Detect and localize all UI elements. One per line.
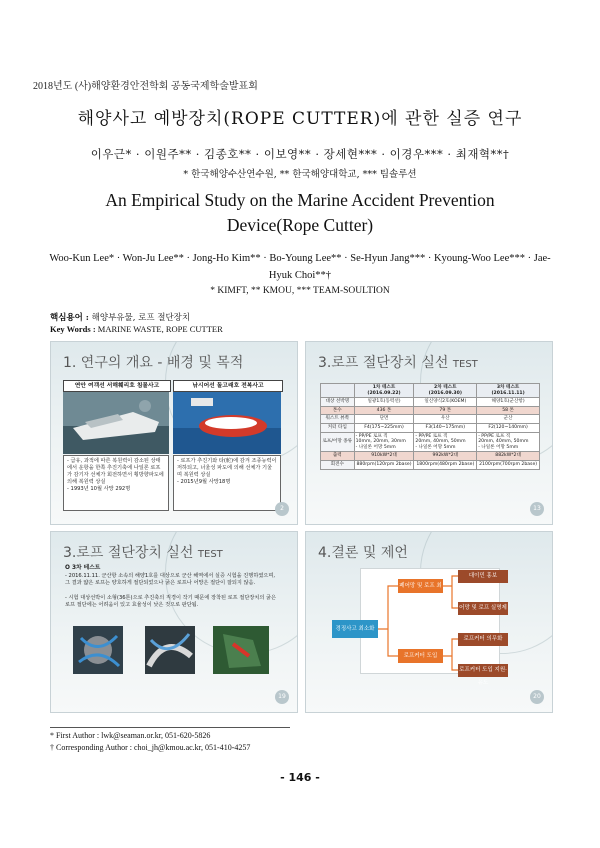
table-cell: 출력: [321, 452, 355, 461]
slide-title-main: 3.로프 절단장치 실선: [318, 355, 449, 371]
table-cell: 2100rpm(700rpm 2base): [477, 460, 540, 469]
flow-leaf-support: 로프커터 도입 지원·유도: [458, 664, 508, 677]
slide-test-table: [305, 341, 553, 525]
table-header-cell: 2차 테스트 (2016.09.30): [414, 384, 477, 398]
korean-keywords: [50, 311, 190, 323]
test-results-table: [320, 383, 540, 470]
table-cell: 커터 타입: [321, 423, 355, 432]
rope-cutter-photo-1: [73, 626, 123, 674]
conference-header: 2018년도 (사)해양환경안전학회 공동국제학술발표회: [33, 81, 258, 92]
korean-keywords-value: 해양부유물, 로프 절단장치: [91, 313, 191, 323]
table-cell: 일광1호(동력선): [354, 398, 414, 407]
table-header-cell: 1차 테스트 (2016.09.22): [354, 384, 414, 398]
slide-conclusion: [305, 531, 553, 713]
table-row: [321, 460, 540, 469]
footnote-first-author: * First Author : lwk@seaman.or.kr, 051-620-5826: [50, 731, 211, 740]
table-cell: 992kW*2대: [414, 452, 477, 461]
rope-cutter-photo-2: [145, 626, 195, 674]
flow-leaf-mandatory: 로프커터 의무화: [458, 633, 508, 646]
slide-title: [318, 352, 478, 372]
flow-node-waste-reduction: 폐어망 및 로프 최소화: [398, 579, 443, 593]
flow-root-node: 경징사고 최소화: [332, 620, 378, 638]
slide-title-suffix: TEST: [197, 549, 223, 560]
footnote-divider: [50, 727, 290, 728]
right-photo-header: 낚시어선 돌고래호 전복사고: [173, 380, 283, 392]
table-cell: - PP/PE 로프 직 20mm, 40mm, 50mm - 나일론 어망 5mm: [477, 432, 540, 452]
korean-title: 해양사고 예방장치(ROPE CUTTER)에 관한 실증 연구: [77, 109, 523, 129]
table-cell: 로프/어망 종류: [321, 432, 355, 452]
rope-cutter-photo-3: [213, 626, 269, 674]
slide-title: [63, 542, 223, 562]
ferry-sinking-photo: [63, 392, 169, 454]
test-bullet-1: - 2016.11.11. 군산항 소속의 해양1호를 대상으로 군산 해역에서 실증 시험을 진행하였으며, 그 결과 얇은 로프는 양호하게 절단되었으나 굵은 로프나 어망은 절단이 잘되지 않음.: [65, 573, 276, 586]
slide-page-number: 20: [530, 690, 544, 704]
flow-leaf-promotion: 대이민 홍보: [458, 570, 508, 583]
slide-page-number: 13: [530, 502, 544, 516]
english-authors: Woo-Kun Lee* · Won-Ju Lee** · Jong-Ho Kim** · Bo-Young Lee** · Se-Hyun Jang*** · Kyoung-Woo Lee*** · Jae-Hyuk Choi**†: [49, 253, 551, 281]
fishing-boat-capsized-photo: [173, 392, 281, 454]
table-cell: 1800rpm(480rpm 2base): [414, 460, 477, 469]
slide-background-purpose: [50, 341, 298, 525]
table-cell: 톤수: [321, 406, 355, 415]
page-number: - 146 -: [280, 771, 320, 784]
test-subheading: O 3차 테스트: [65, 565, 101, 571]
slide-page-number: 2: [275, 502, 289, 516]
table-cell: F3(140~175mm): [414, 423, 477, 432]
table-cell: 58 톤: [477, 406, 540, 415]
table-header-cell: [321, 384, 355, 398]
english-keywords-value: MARINE WASTE, ROPE CUTTER: [97, 324, 223, 334]
table-cell: 882kW*2대: [477, 452, 540, 461]
table-cell: 880rpm(120rpm 2base): [354, 460, 414, 469]
english-affiliations: * KIMFT, ** KMOU, *** TEAM-SOULTION: [210, 286, 390, 296]
table-cell: 436 톤: [354, 406, 414, 415]
table-header-cell: 3차 테스트 (2016.11.11): [477, 384, 540, 398]
english-keywords-label: Key Words :: [50, 324, 96, 334]
flow-node-rope-cutter-adoption: 로프커터 도입: [398, 649, 443, 663]
table-row: [321, 432, 540, 452]
flow-leaf-realname: 어망 및 로프 실명제: [458, 602, 508, 615]
fishing-boat-accident-description: - 로프가 추진기와 타(舵)에 감겨 조종능력이 저하되고, 너울성 파도에 의해 선체가 기울며 복원력 상실 - 2015년9월 사망18명: [173, 455, 281, 511]
table-cell: 회전수: [321, 460, 355, 469]
slide-title-suffix: TEST: [452, 359, 478, 370]
test-bullet-2: - 시험 대상선박이 소형(36톤)으로 추진축의 직경이 작기 때문에 장착된 로프 절단장치의 굵은 로프 절단에는 어려움이 있고 효율성이 낮은 것으로 판단됨.: [65, 595, 277, 608]
table-cell: F4(175~225mm): [354, 423, 414, 432]
table-cell: 79 톤: [414, 406, 477, 415]
slide-title-main: 3.로프 절단장치 실선: [63, 545, 194, 561]
table-cell: - PP/PE 로프 직 10mm, 20mm, 30mm - 나일론 어망 5mm: [354, 432, 414, 452]
slide-page-number: 19: [275, 690, 289, 704]
korean-affiliations: * 한국해양수산연수원, ** 한국해양대학교, *** 팀솔루션: [183, 169, 417, 180]
table-row: [321, 398, 540, 407]
table-cell: F2(120~140mm): [477, 423, 540, 432]
table-cell: 대상 선박명: [321, 398, 355, 407]
slide-title: 4.결론 및 제언: [318, 545, 408, 561]
table-row: [321, 452, 540, 461]
table-row: [321, 423, 540, 432]
table-cell: 군산: [477, 415, 540, 424]
table-row: [321, 406, 540, 415]
korean-keywords-label: 핵심용어 :: [50, 313, 89, 323]
table-cell: - PP/PE 로프 직 20mm, 40mm, 50mm - 나일론 어망 5mm: [414, 432, 477, 452]
table-cell: 해양1호(군산항): [477, 398, 540, 407]
english-keywords: [50, 324, 223, 334]
table-cell: 단면: [354, 415, 414, 424]
table-cell: 우산: [414, 415, 477, 424]
table-cell: 910kW*2대: [354, 452, 414, 461]
english-title: An Empirical Study on the Marine Accident Prevention Device(Rope Cutter): [105, 190, 495, 235]
footnote-corresponding-author: † Corresponding Author : choi_jh@kmou.ac.kr, 051-410-4257: [50, 743, 251, 752]
table-cell: 워스트 뷰쪽: [321, 415, 355, 424]
table-row: [321, 415, 540, 424]
table-cell: 일신양식2호(KOEM): [414, 398, 477, 407]
ferry-accident-description: - 급유, 과적에 따른 복원력이 감소된 상태에서 운항을 한쪽 추진기축에 나일론 로프가 감기자 선체가 회전하면서 횡방향파도에 의해 복원력 상실 - 1993년 10월 사망 292명: [63, 455, 169, 511]
slide-third-test: [50, 531, 298, 713]
left-photo-header: 연안 여객선 서해훼리호 침몰사고: [63, 380, 171, 392]
slide-title: 1. 연구의 개요 - 배경 및 목적: [63, 355, 244, 371]
korean-authors: 이우근* · 이원주** · 김종호** · 이보영** · 장세현*** · 이경우*** · 최재혁**†: [90, 147, 510, 161]
